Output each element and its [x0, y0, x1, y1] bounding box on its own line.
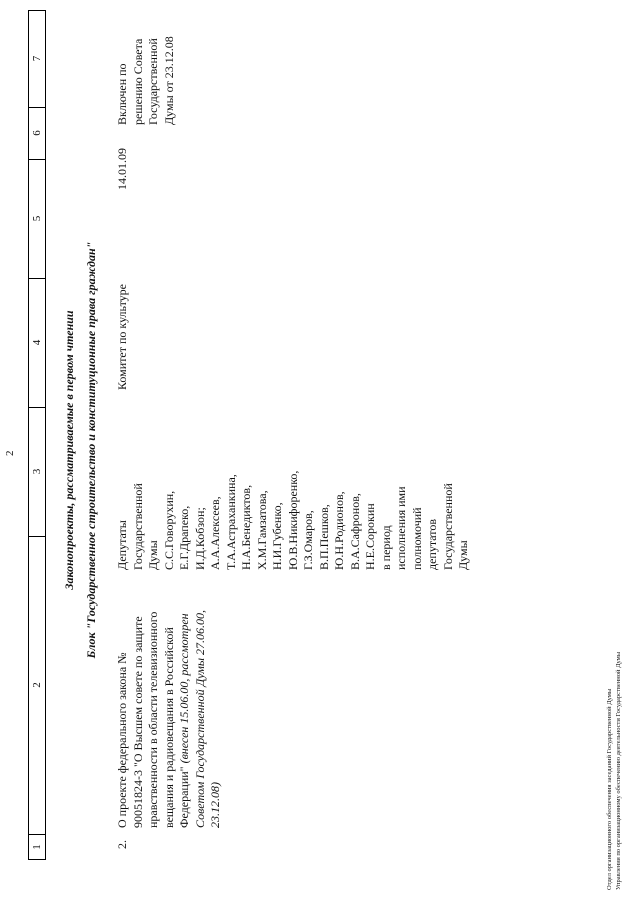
page-number: 2 [4, 450, 16, 456]
author-line: С.С.Говорухин, [161, 490, 176, 570]
author-line: Думы [456, 540, 470, 570]
column-number-header [28, 10, 46, 860]
author-line: депутатов [425, 518, 439, 570]
author-line: Государственной [130, 483, 145, 570]
bill-title: О проекте федерального закона № 90051824-3 "О Высшем совете по защите нравственности в области телевизионного вещания и радиовещания в Российской Федерации" [115, 611, 191, 828]
column-number-7: 7 [29, 10, 45, 108]
author-line: Е.Г.Драпеко, [177, 505, 191, 570]
author-line: Н.Е.Сорокин [363, 503, 377, 570]
row-number: 2. [115, 840, 129, 849]
author-line: Ю.В.Никифоренко, [285, 470, 300, 570]
author-line: Думы [146, 540, 160, 570]
section-title: Законопроекты, рассматриваемые в первом чтении [62, 310, 76, 590]
column-number-1: 1 [31, 844, 43, 850]
author-line: Ю.Н.Родионов, [332, 491, 346, 570]
column-number-2: 2 [29, 536, 45, 835]
column-number-3: 3 [29, 407, 45, 537]
author-line: Г.З.Омаров, [301, 510, 315, 570]
bill-description [115, 606, 224, 828]
inclusion-note: Включен по решению Совета Государственной Думы от 23.12.08 [115, 36, 176, 125]
column-number-4: 4 [29, 278, 45, 408]
footer-line-1: Отдел организационного обеспечения заседаний Государственной Думы [606, 688, 613, 890]
author-line: Т.А.Астраханкина, [223, 474, 238, 570]
author-line: исполнения ими [394, 486, 408, 570]
author-line: Н.А.Бенедиктов, [239, 484, 253, 570]
author-line: Н.И.Губенко, [270, 502, 284, 570]
author-line: Х.М.Гамзатова, [254, 490, 269, 570]
author-line: В.А.Сафронов, [347, 493, 362, 570]
author-line: полномочий [409, 507, 424, 570]
author-line: Государственной [440, 483, 455, 570]
author-line: В.П.Пешков, [316, 504, 331, 570]
column-number-6: 6 [29, 107, 45, 160]
author-line: Депутаты [115, 520, 129, 570]
block-title: Блок "Государственное строительство и конституционные права граждан" [84, 241, 98, 659]
footer-line-2: Управления по организационному обеспечению деятельности Государственной Думы [615, 651, 622, 890]
author-line: А.А.Алексеев, [208, 496, 222, 570]
responsible-committee: Комитет по культуре [115, 284, 129, 390]
bill-authors [115, 390, 472, 570]
author-line: И.Д.Кобзон; [192, 507, 207, 570]
table-row [115, 0, 515, 900]
author-line: в период [378, 525, 393, 570]
column-number-5: 5 [29, 159, 45, 279]
bill-status-note: (внесен 15.06.00, рассмотрен Советом Государственной Думы 27.06.00, 23.12.08) [177, 609, 222, 828]
date: 14.01.09 [115, 148, 129, 190]
